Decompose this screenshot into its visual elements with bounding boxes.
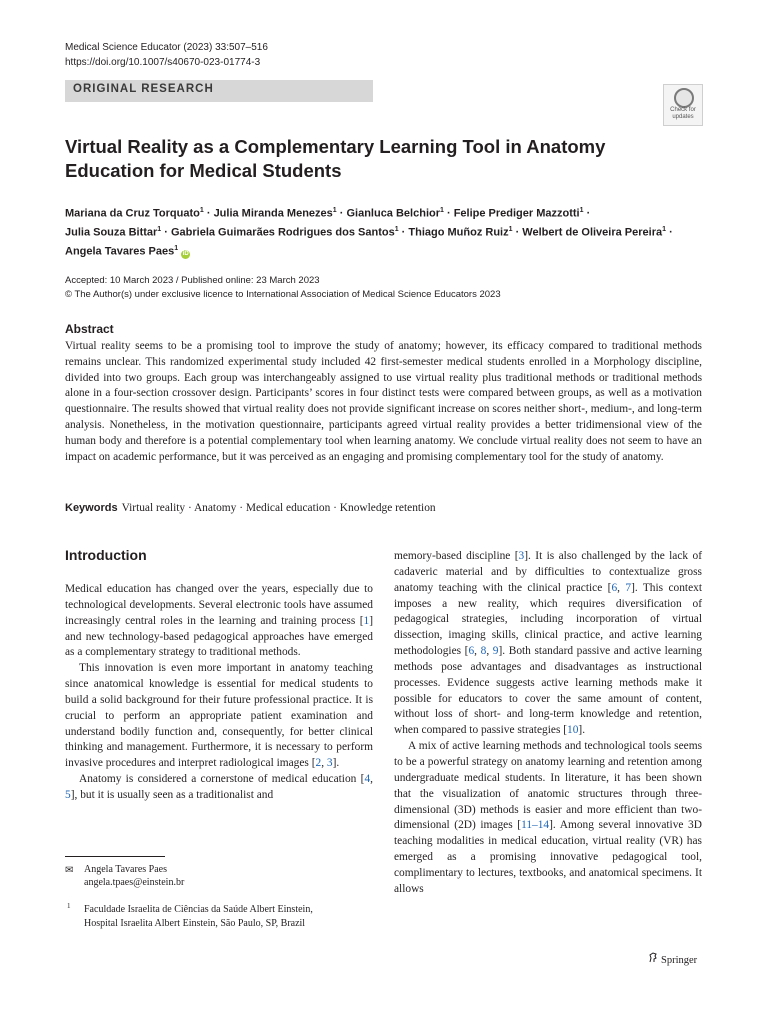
- author-name[interactable]: Gianluca Belchior: [346, 207, 440, 220]
- section-banner: [65, 80, 373, 102]
- citation-link[interactable]: 11–14: [521, 819, 550, 832]
- affiliation-marker: 1: [174, 245, 179, 253]
- author-name[interactable]: Julia Miranda Menezes: [213, 207, 333, 220]
- citation-link[interactable]: 6: [611, 581, 618, 594]
- affiliation-marker: 1: [440, 207, 444, 214]
- affiliation-marker: 1: [157, 226, 162, 234]
- envelope-icon: ✉: [65, 865, 74, 876]
- keywords: [65, 500, 436, 516]
- affiliation-marker: 1: [332, 207, 337, 214]
- affiliation-line: Hospital Israelita Albert Einstein, São Paulo, SP, Brazil: [84, 917, 306, 929]
- author-name[interactable]: Mariana da Cruz Torquato: [65, 207, 200, 220]
- citation-link[interactable]: 4: [364, 773, 371, 786]
- keywords-label: Keywords: [65, 502, 118, 514]
- corresponding-author-name: Angela Tavares Paes: [84, 864, 167, 875]
- author-name[interactable]: Julia Souza Bittar: [65, 226, 158, 239]
- author-list: Mariana da Cruz Torquato$^1$ · Julia Miranda Menezes$^1$ · Gianluca Belchior$^1$ · Felipe Prediger Mazzotti$^1$ · Julia Souza Bittar$^1$ · Gabriela Guimarães Rodrigues dos Santos$^1$ · Thiago Muñoz Ruiz$^1$ · Welbert de Oliveira Pereira$^1$ · Angela Tavares Paes$^1$ iD: [65, 207, 673, 258]
- affiliation-number: 1: [67, 902, 71, 910]
- publisher-mark: [648, 952, 697, 966]
- affiliation-marker: 1: [394, 226, 399, 234]
- author-name[interactable]: Felipe Prediger Mazzotti: [453, 207, 580, 220]
- abstract-text: Virtual reality seems to be a promising tool to improve the study of anatomy; however, its efficacy compared to traditional methods remains unclear. This randomized experimental study included 42 first-semester medical students enrolled in a Morphology discipline, divided into two groups. Each group was interchangeably assigned to use virtual reality plus traditional methods or traditional methods alone in a four-section crossover design. Participants’ scores in four distinct tests were compared between groups, as well as a motivation questionnaire. The results showed that virtual reality does not provide significant increase on scores neither short-, medium-, and long-term analysis. Nonetheless, in the motivation questionnaire, participants agreed virtual reality provides a better tridimensional view of the human body and therefore is a potential complementary tool when learning anatomy. We conclude virtual reality does not seem to have an impact on academic performance, but it was perceived as an engaging and promising complementary tool for the study of anatomy.: [65, 340, 702, 463]
- orcid-icon[interactable]: iD: [182, 250, 189, 257]
- journal-citation: Medical Science Educator (2023) 33:507–516: [65, 42, 268, 53]
- citation-link[interactable]: 9: [492, 645, 499, 658]
- paper-title: Virtual Reality as a Complementary Learning Tool in Anatomy Education for Medical Students: [65, 136, 606, 181]
- citation-link[interactable]: 3: [326, 757, 333, 770]
- citation-link[interactable]: 8: [480, 645, 487, 658]
- citation-link[interactable]: 2: [315, 757, 322, 770]
- paragraph: A mix of active learning methods and technological tools seems to be a powerful strategy on anatomy learning and retention among undergraduate medical students. In literature, it has been shown that the visualization of anatomic structures through three-dimensional (3D) methods is easier and more efficient than two-dimensional (2D) images [11–14]. Among several innovative 3D teaching modalities in medical education, virtual reality (VR) has emerged as a promising innovative pedagogical tool, complimentary to lectures, textbooks, and anatomical specimens. It allows: [394, 740, 702, 895]
- keywords-list: Virtual reality · Anatomy · Medical education · Knowledge retention: [121, 502, 436, 514]
- affiliation-marker: 1: [579, 207, 584, 214]
- citation-link[interactable]: 5: [65, 788, 71, 801]
- abstract-heading: Abstract: [65, 322, 114, 336]
- publication-dates: Accepted: 10 March 2023 / Published online: 23 March 2023: [65, 275, 320, 286]
- citation-link[interactable]: 7: [625, 581, 632, 594]
- check-for-updates-badge[interactable]: [663, 84, 703, 126]
- author-name[interactable]: Gabriela Guimarães Rodrigues dos Santos: [170, 226, 395, 239]
- copyright-notice: © The Author(s) under exclusive licence to International Association of Medical Science Educators 2023: [65, 289, 501, 300]
- affiliation-marker: 1: [662, 226, 667, 234]
- author-name[interactable]: Welbert de Oliveira Pereira: [522, 226, 663, 239]
- paragraph: Medical education has changed over the years, especially due to technological developments. Several electronic tools have assumed increasingly central roles in the learning and training process [1] and new technology-based pedagogical approaches have emerged as a complementary strategy to traditional methods.: [65, 583, 373, 659]
- publisher-name: Springer: [661, 955, 698, 966]
- section-label: ORIGINAL RESEARCH: [73, 83, 214, 95]
- corresponding-author-email[interactable]: angela.tpaes@einstein.br: [84, 877, 185, 888]
- citation-link[interactable]: 10: [567, 724, 579, 737]
- check-updates-text: Check for updates: [670, 107, 696, 120]
- body-column-right: [394, 549, 702, 898]
- affiliation-marker: 1: [199, 207, 204, 214]
- author-name[interactable]: Angela Tavares Paes: [65, 245, 175, 258]
- paragraph: memory-based discipline [3]. It is also challenged by the lack of cadaveric material and by difficulties to contextualize gross anatomy teaching with the clinical practice [6, 7]. This context imposes a new reality, which requires diversification of pedagogical strategies, including incorporation of virtual dissection, imaging skills, clinical practice, and active learning methodologies [6, 8, 9]. Both standard passive and active learning methods pose advantages and disadvantages as instructional processes. Evidence suggests active learning methods make it possible for educators to cover the same amount of content, without loss of short- and long-term knowledge and retention, when compared to passive strategies [10].: [394, 550, 702, 737]
- citation-link[interactable]: 6: [468, 645, 475, 658]
- footnote-divider: [65, 856, 165, 857]
- paragraph: Anatomy is considered a cornerstone of medical education [4, 5], but it is usually seen as a traditionalist and: [65, 773, 373, 801]
- introduction-heading: Introduction: [65, 547, 147, 563]
- paragraph: This innovation is even more important in anatomy teaching since anatomical knowledge is essential for medical students to build a solid background for their future professional practice. It is crucial to perform an appropriate patient examination and understand bodily function and, consequently, for better clinical thinking and management. Furthermore, it is necessary to perform invasive procedures and interpret radiological images [2, 3].: [65, 662, 373, 770]
- citation-link[interactable]: 3: [518, 550, 525, 562]
- citation-link[interactable]: 1: [363, 614, 370, 627]
- affiliation-line: Faculdade Israelita de Ciências da Saúde Albert Einstein,: [84, 904, 313, 915]
- doi-link[interactable]: https://doi.org/10.1007/s40670-023-01774-3: [65, 57, 261, 68]
- affiliation-text: [84, 903, 374, 930]
- springer-horse-icon: [648, 952, 658, 963]
- body-column-left: [65, 582, 373, 804]
- author-name[interactable]: Thiago Muñoz Ruiz: [408, 226, 509, 239]
- check-updates-icon: [674, 88, 694, 108]
- affiliation-marker: 1: [508, 226, 513, 234]
